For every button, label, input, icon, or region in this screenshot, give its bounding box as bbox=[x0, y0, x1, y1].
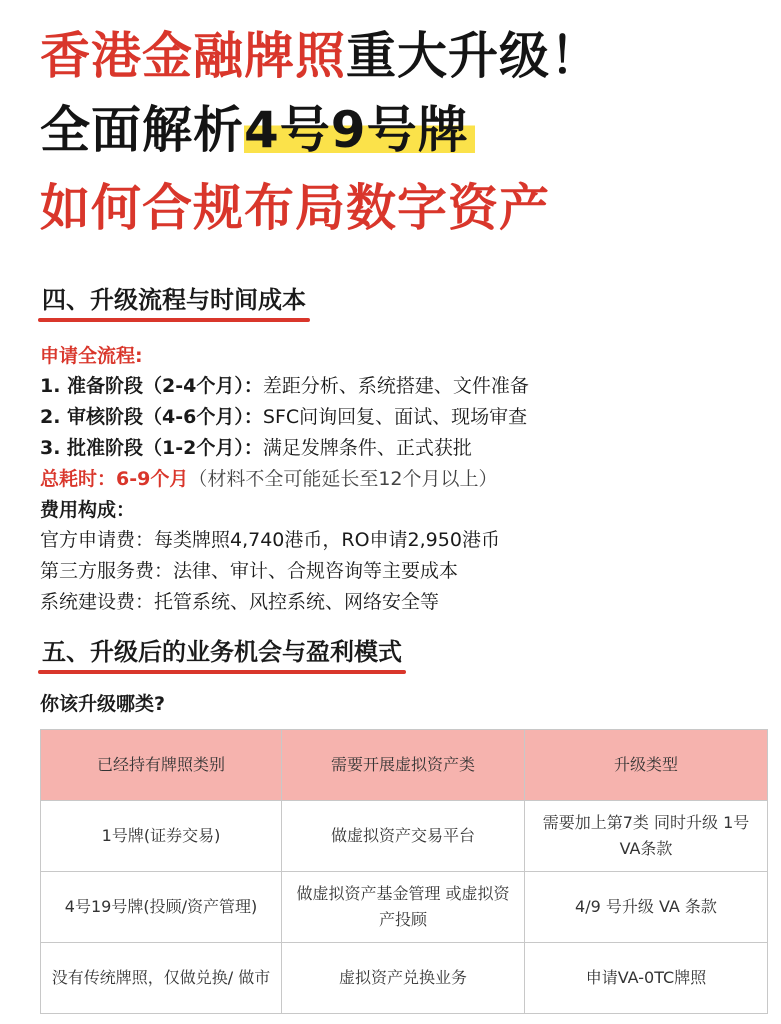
table-cell: 虚拟资产兑换业务 bbox=[282, 943, 525, 1014]
table-row bbox=[41, 801, 768, 872]
headline-highlighted-part: 4号9号牌 bbox=[244, 101, 475, 159]
table-cell: 4号19号牌(投顾/资产管理) bbox=[41, 872, 282, 943]
table-cell: 申请VA-0TC牌照 bbox=[525, 943, 768, 1014]
table-cell: 做虚拟资产交易平台 bbox=[282, 801, 525, 872]
process-step bbox=[40, 403, 527, 431]
headline-red-part: 香港金融牌照 bbox=[40, 27, 346, 85]
section-5-title-text: 五、升级后的业务机会与盈利模式 bbox=[42, 638, 402, 666]
table-header-row bbox=[41, 730, 768, 801]
cost-item: 官方申请费：每类牌照4,740港币，RO申请2,950港币 bbox=[40, 529, 500, 551]
section-4-title bbox=[42, 284, 306, 320]
total-time-line bbox=[40, 465, 498, 493]
cost-item: 系统建设费：托管系统、风控系统、网络安全等 bbox=[40, 591, 440, 613]
table-header-cell: 已经持有牌照类别 bbox=[41, 730, 282, 801]
cost-item: 第三方服务费：法律、审计、合规咨询等主要成本 bbox=[40, 560, 459, 582]
step-label: 2. 审核阶段（4-6个月）： bbox=[40, 406, 263, 428]
license-upgrade-table bbox=[40, 729, 768, 1014]
table-cell: 做虚拟资产基金管理 或虚拟资产投顾 bbox=[282, 872, 525, 943]
table-header-cell: 升级类型 bbox=[525, 730, 768, 801]
process-label: 申请全流程: bbox=[40, 345, 143, 367]
step-detail: 满足发牌条件、正式获批 bbox=[262, 437, 472, 459]
section-4-underline bbox=[38, 318, 310, 322]
headline-line-3: 如何合规布局数字资产 bbox=[40, 179, 550, 237]
table-cell: 1号牌(证券交易) bbox=[41, 801, 282, 872]
cost-label: 费用构成： bbox=[40, 499, 136, 521]
table-row bbox=[41, 872, 768, 943]
table-header-cell: 需要开展虚拟资产类 bbox=[282, 730, 525, 801]
total-time-value: 6-9个月 bbox=[116, 468, 189, 490]
headline-line-1 bbox=[40, 26, 601, 86]
headline-dark-part: 全面解析 bbox=[40, 101, 244, 159]
table-row bbox=[41, 943, 768, 1014]
table-cell: 没有传统牌照，仅做兑换/ 做市 bbox=[41, 943, 282, 1014]
step-detail: SFC问询回复、面试、现场审查 bbox=[262, 406, 528, 428]
table-cell: 4/9 号升级 VA 条款 bbox=[525, 872, 768, 943]
section-4-title-text: 四、升级流程与时间成本 bbox=[42, 286, 306, 314]
process-step bbox=[40, 372, 529, 400]
headline-dark-part: 重大升级！ bbox=[346, 27, 601, 85]
step-label: 1. 准备阶段（2-4个月）： bbox=[40, 375, 263, 397]
headline-line-2 bbox=[40, 100, 475, 160]
step-label: 3. 批准阶段（1-2个月）： bbox=[40, 437, 263, 459]
process-step bbox=[40, 434, 472, 462]
total-time-note: （材料不全可能延长至12个月以上） bbox=[188, 468, 498, 490]
step-detail: 差距分析、系统搭建、文件准备 bbox=[262, 375, 529, 397]
upgrade-question: 你该升级哪类? bbox=[40, 693, 166, 715]
table-cell: 需要加上第7类 同时升级 1号 VA条款 bbox=[525, 801, 768, 872]
section-5-title bbox=[42, 636, 402, 672]
section-5-underline bbox=[38, 670, 406, 674]
total-time-label: 总耗时： bbox=[40, 468, 117, 490]
